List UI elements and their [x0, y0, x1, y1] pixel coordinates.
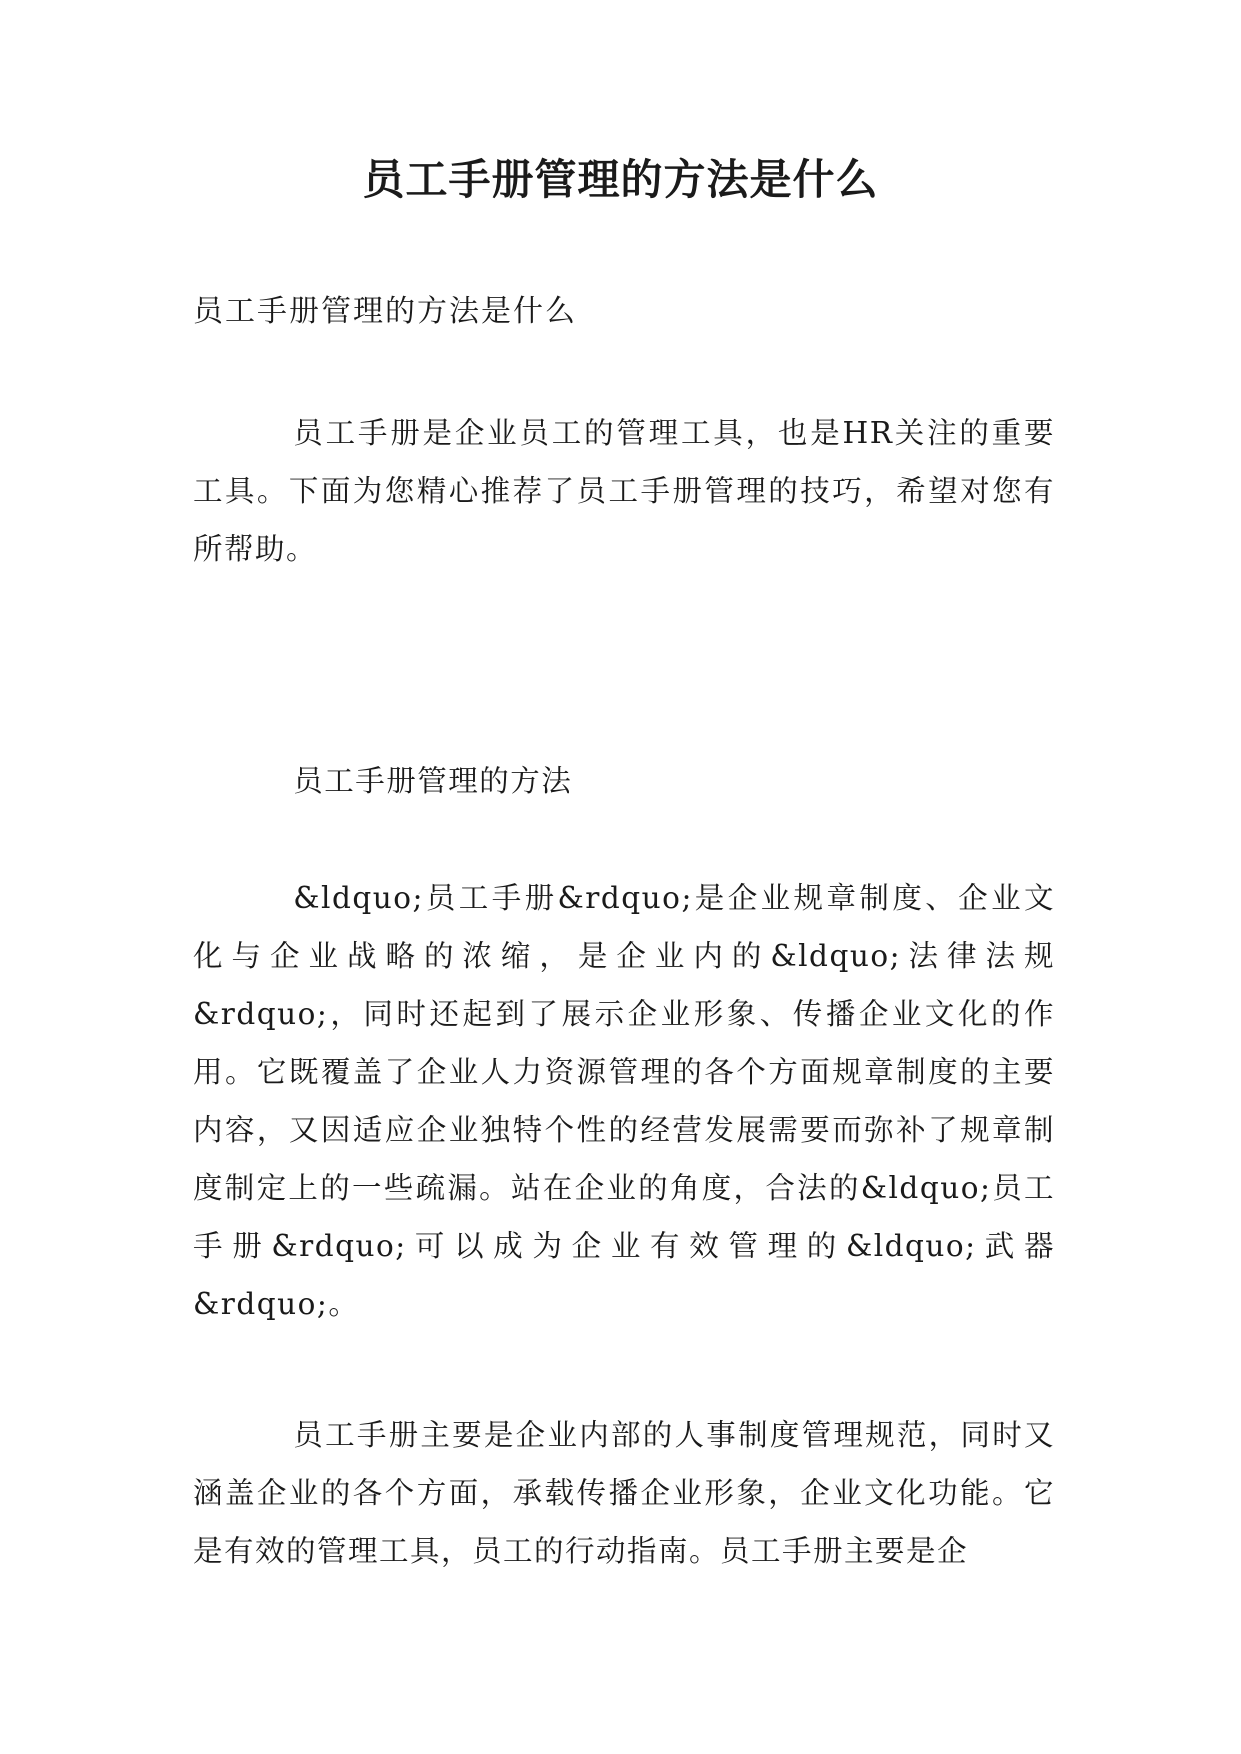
- document-title: 员工手册管理的方法是什么: [362, 155, 879, 204]
- body-paragraph: 员工手册主要是企业内部的人事制度管理规范，同时又涵盖企业的各个方面，承载传播企业形象，企业文化功能。它是有效的管理工具，员工的行动指南。员工手册主要是企: [193, 1418, 1055, 1568]
- section-heading: 员工手册管理的方法: [293, 764, 573, 798]
- intro-paragraph: 员工手册是企业员工的管理工具，也是HR关注的重要工具。下面为您精心推荐了员工手册管理的技巧，希望对您有所帮助。: [193, 416, 1055, 566]
- document-subtitle: 员工手册管理的方法是什么: [193, 294, 577, 329]
- body-paragraph: &ldquo;员工手册&rdquo;是企业规章制度、企业文化与企业战略的浓缩，是企业内的&ldquo;法律法规&rdquo;，同时还起到了展示企业形象、传播企业文化的作用。它既覆盖了企业人力资源管理的各个方面规章制度的主要内容，又因适应企业独特个性的经营发展需要而弥补了规章制度制定上的一些疏漏。站在企业的角度，合法的&ldquo;员工手册&rdquo;可以成为企业有效管理的&ldquo;武器&rdquo;。: [193, 881, 1055, 1321]
